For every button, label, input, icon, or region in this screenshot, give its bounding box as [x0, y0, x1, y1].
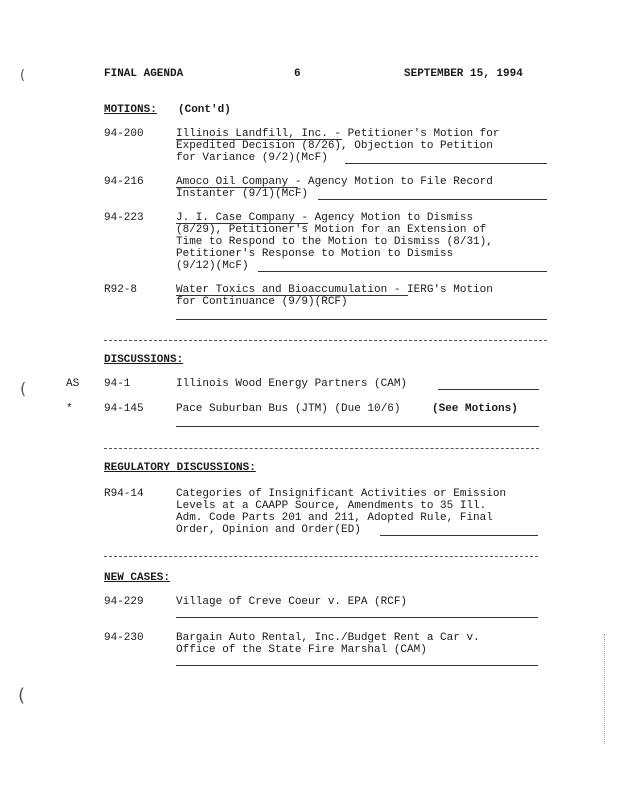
signature-line — [176, 665, 538, 666]
case-name-underline — [176, 295, 408, 296]
case-text-line: Pace Suburban Bus (JTM) (Due 10/6) — [176, 403, 401, 415]
section-divider — [104, 448, 539, 449]
case-text-line: for Variance (9/2)(McF) — [176, 152, 328, 164]
case-text-line: Amoco Oil Company - Agency Motion to File Record — [176, 176, 493, 188]
motions-heading: MOTIONS: — [104, 104, 157, 116]
case-number: 94-230 — [104, 632, 144, 644]
case-text-line: Illinois Wood Energy Partners (CAM) — [176, 378, 408, 390]
section-divider — [104, 556, 538, 557]
agenda-date: SEPTEMBER 15, 1994 — [404, 68, 523, 80]
case-name-underline — [176, 223, 308, 224]
case-text-line: Adm. Code Parts 201 and 211, Adopted Rule, Final — [176, 512, 493, 524]
page-number: 6 — [294, 68, 301, 80]
case-number: 94-1 — [104, 378, 131, 390]
case-text-line: Illinois Landfill, Inc. - Petitioner's Motion for — [176, 128, 500, 140]
case-text-line: Instanter (9/1)(McF) — [176, 188, 309, 200]
case-number: 94-223 — [104, 212, 144, 224]
section-divider — [104, 340, 547, 341]
case-text-line: (9/12)(McF) — [176, 260, 249, 272]
case-text-line: Time to Respond to the Motion to Dismiss (8/31), — [176, 236, 493, 248]
case-number: 94-200 — [104, 128, 144, 140]
signature-line — [380, 535, 538, 536]
case-text-line: Bargain Auto Rental, Inc./Budget Rent a Car v. — [176, 632, 480, 644]
regulatory-heading: REGULATORY DISCUSSIONS: — [104, 462, 256, 474]
case-number: 94-229 — [104, 596, 144, 608]
case-text-line: Office of the State Fire Marshal (CAM) — [176, 644, 427, 656]
signature-line — [438, 389, 539, 390]
case-name-underline — [176, 187, 298, 188]
signature-line — [176, 617, 538, 618]
case-text-line: (8/29), Petitioner's Motion for an Extension of — [176, 224, 487, 236]
case-number: 94-145 — [104, 403, 144, 415]
case-text-line: Order, Opinion and Order(ED) — [176, 524, 361, 536]
discussions-heading: DISCUSSIONS: — [104, 354, 184, 366]
case-text-line: J. I. Case Company - Agency Motion to Dismiss — [176, 212, 474, 224]
case-number: R92-8 — [104, 284, 138, 296]
margin-note: * — [66, 403, 73, 415]
signature-line — [258, 271, 547, 272]
case-text-line: Categories of Insignificant Activities or Emission — [176, 488, 507, 500]
case-text-line: for Continuance (9/9)(RCF) — [176, 296, 348, 308]
margin-mark: ( — [20, 68, 26, 83]
case-number: R94-14 — [104, 488, 144, 500]
case-text-line: Levels at a CAAPP Source, Amendments to 35 Ill. — [176, 500, 487, 512]
signature-line — [176, 319, 547, 320]
case-text-line: Water Toxics and Bioaccumulation - IERG's Motion — [176, 284, 493, 296]
case-extra-note: (See Motions) — [432, 403, 518, 415]
margin-mark: ( — [20, 379, 27, 398]
signature-line — [176, 426, 539, 427]
new-cases-heading: NEW CASES: — [104, 572, 171, 584]
case-text-line: Petitioner's Response to Motion to Dismiss — [176, 248, 454, 260]
margin-note: AS — [66, 378, 80, 390]
signature-line — [318, 199, 547, 200]
signature-line — [345, 163, 547, 164]
case-number: 94-216 — [104, 176, 144, 188]
margin-mark: ( — [18, 685, 26, 706]
scan-edge-mark — [604, 634, 605, 744]
case-name-underline — [176, 139, 342, 140]
motions-cont: (Cont'd) — [178, 104, 231, 116]
agenda-title: FINAL AGENDA — [104, 68, 184, 80]
case-text-line: Expedited Decision (8/26), Objection to Petition — [176, 140, 493, 152]
case-text-line: Village of Creve Coeur v. EPA (RCF) — [176, 596, 408, 608]
